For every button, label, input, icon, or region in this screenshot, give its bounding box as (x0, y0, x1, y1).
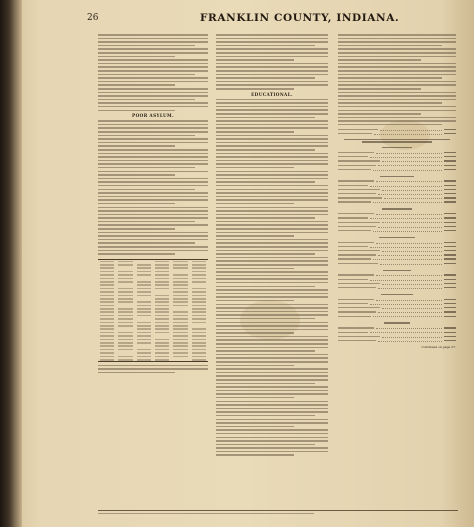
text-column-2 (216, 32, 328, 458)
book-binding (0, 0, 22, 527)
subsection-heading (338, 235, 456, 239)
subsection-heading (338, 207, 456, 211)
section-heading-educational: EDUCATIONAL. (251, 91, 293, 97)
page-title: FRANKLIN COUNTY, INDIANA. (200, 12, 400, 24)
text-column-3 (338, 32, 456, 349)
subsection-heading (338, 268, 456, 272)
officials-table (98, 259, 208, 363)
subsection-heading (338, 145, 456, 149)
continued-note: Continued on page 27. (421, 344, 456, 349)
subsection-heading (338, 321, 456, 325)
page-number: 26 (87, 13, 99, 23)
footnote (98, 510, 458, 514)
section-heading-statistics (338, 139, 456, 143)
subsection-heading (338, 174, 456, 178)
page-header (87, 12, 462, 30)
text-column-1 (98, 32, 208, 375)
subsection-heading (338, 292, 456, 296)
section-heading-poor-asylum: POOR ASYLUM. (132, 113, 174, 119)
